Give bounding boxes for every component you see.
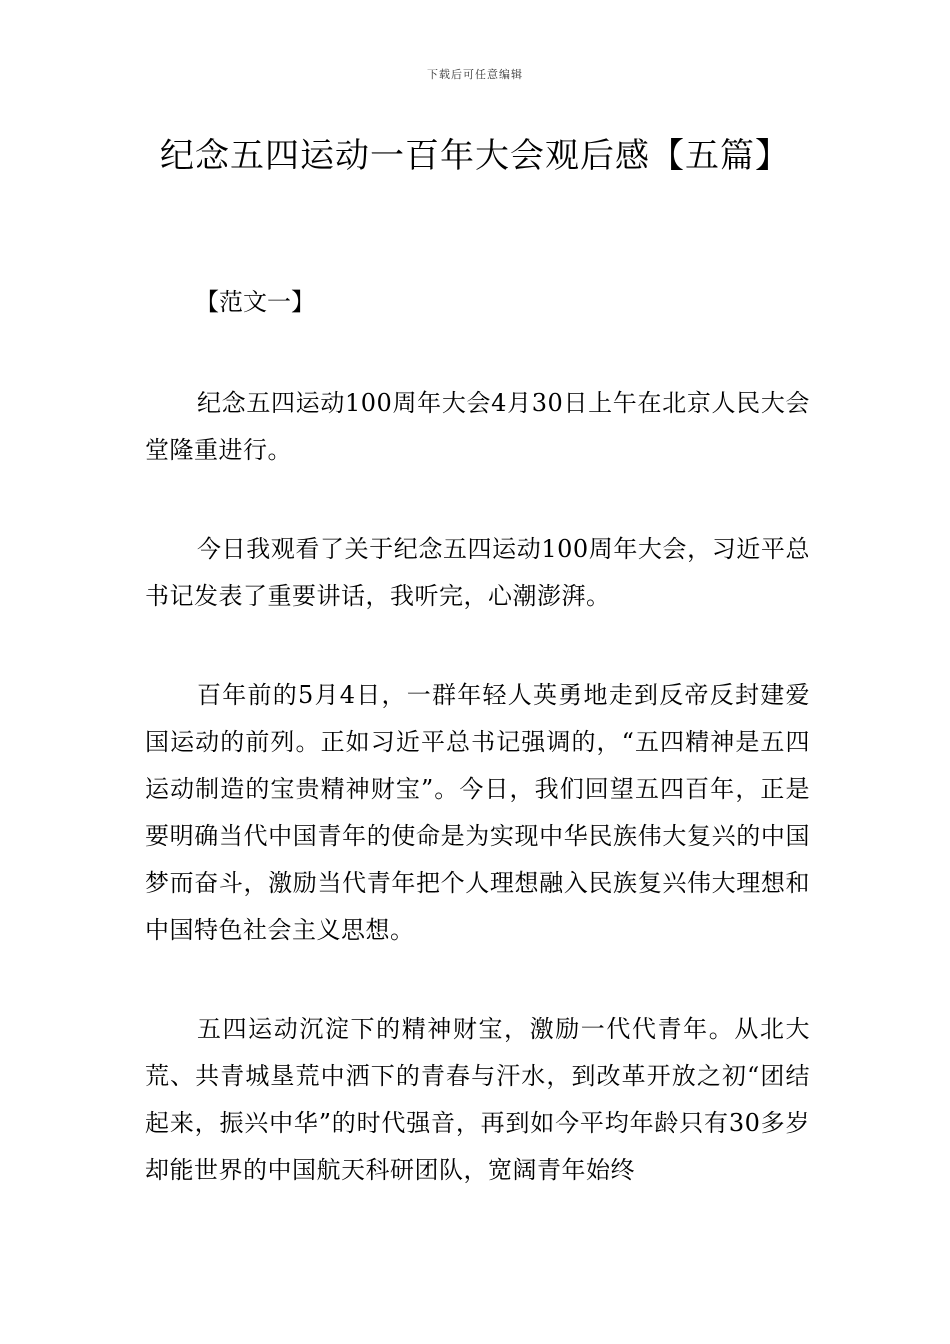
document-body bbox=[145, 282, 810, 1246]
document-title: 纪念五四运动一百年大会观后感【五篇】 bbox=[160, 136, 790, 176]
paragraph-2: 今日我观看了关于纪念五四运动100周年大会，习近平总书记发表了重要讲话，我听完，心潮澎湃。 bbox=[145, 535, 810, 610]
header-note: 下载后可任意编辑 bbox=[427, 68, 523, 81]
section-label: 【范文一】 bbox=[195, 288, 315, 316]
paragraph-3: 百年前的5月4日，一群年轻人英勇地走到反帝反封建爱国运动的前列。正如习近平总书记强调的，“五四精神是五四运动制造的宝贵精神财宝”。今日，我们回望五四百年，正是要明确当代中国青年的使命是为实现中华民族伟大复兴的中国梦而奋斗，激励当代青年把个人理想融入民族复兴伟大理想和中国特色社会主义思想。 bbox=[145, 681, 810, 944]
paragraph-4: 五四运动沉淀下的精神财宝，激励一代代青年。从北大荒、共青城垦荒中洒下的青春与汗水，到改革开放之初“团结起来，振兴中华”的时代强音，再到如今平均年龄只有30多岁却能世界的中国航天科研团队，宽阔青年始终 bbox=[145, 1015, 810, 1184]
paragraph-1: 纪念五四运动100周年大会4月30日上午在北京人民大会堂隆重进行。 bbox=[145, 389, 810, 464]
